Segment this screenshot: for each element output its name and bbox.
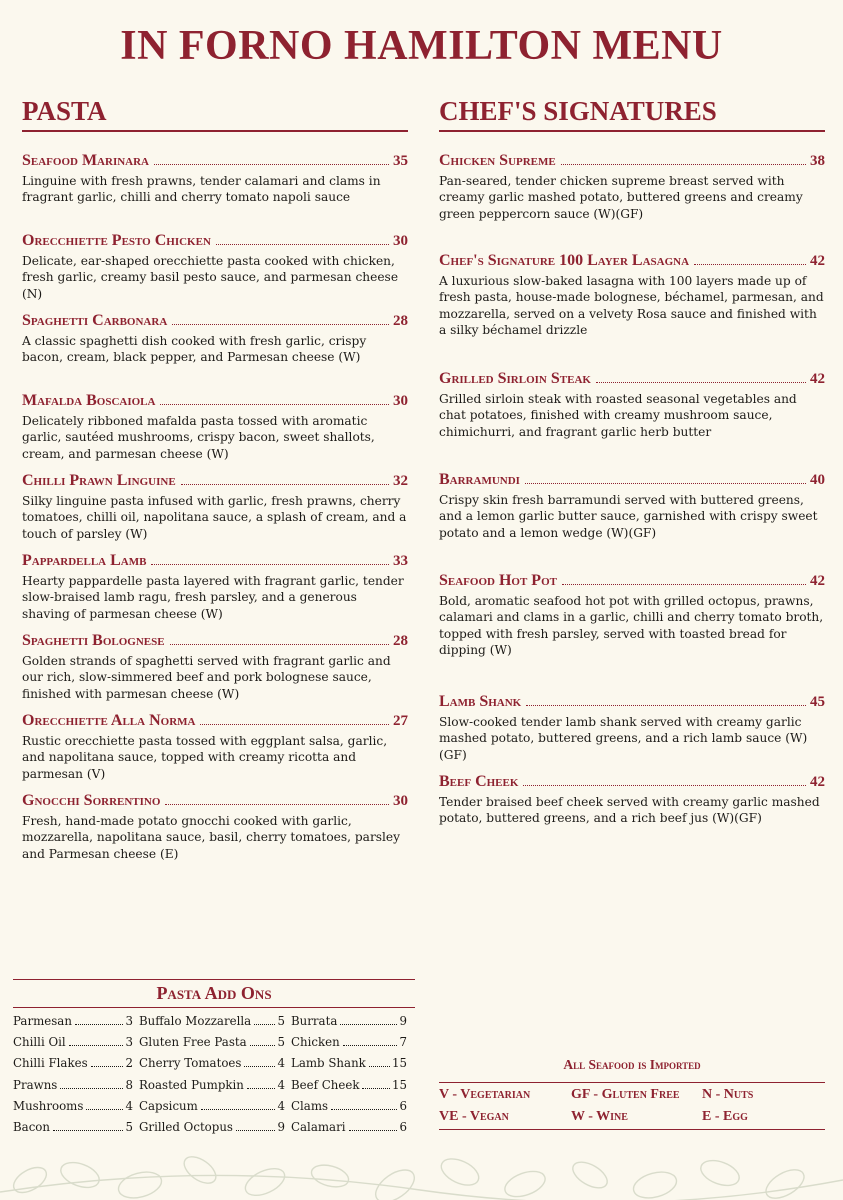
add-on-price: 15: [391, 1077, 407, 1092]
menu-item-description: Delicately ribboned mafalda pasta tossed with aromatic garlic, sautéed mushrooms, crispy bacon, sweet shallots, cream, and parmesan cheese (W): [22, 414, 375, 461]
menu-item-price: 30: [393, 793, 408, 809]
dot-leader: [340, 1024, 397, 1025]
menu-item-price: 38: [810, 153, 825, 169]
olive-leaves-icon: [0, 1140, 843, 1200]
menu-item: [439, 471, 825, 572]
signatures-section: [439, 96, 825, 833]
menu-item-price: 42: [810, 573, 825, 589]
dot-leader: [526, 705, 806, 706]
signatures-heading: CHEF'S SIGNATURES: [439, 96, 825, 132]
add-on-price: 9: [399, 1014, 407, 1028]
menu-item-name: Seafood Hot Pot: [439, 572, 557, 589]
dot-leader: [53, 1130, 123, 1131]
dot-leader: [343, 1045, 398, 1046]
dot-leader: [562, 584, 806, 585]
menu-item-header: [439, 252, 825, 272]
add-on-name: Chicken: [291, 1035, 340, 1050]
add-on-item: [139, 1120, 285, 1141]
menu-item: [22, 792, 408, 872]
menu-item-name: Spaghetti Bolognese: [22, 632, 165, 649]
dot-leader: [151, 564, 389, 565]
menu-item-price: 40: [810, 472, 825, 488]
signatures-list: [439, 152, 825, 833]
add-on-item: [139, 1099, 285, 1120]
menu-item-name: Orecchiette Alla Norma: [22, 712, 196, 729]
menu-title: IN FORNO HAMILTON MENU: [120, 23, 723, 69]
dot-leader: [254, 1024, 275, 1025]
legend-item: GF - Gluten Free: [571, 1087, 680, 1102]
add-on-item: [139, 1078, 285, 1099]
add-on-price: 9: [277, 1119, 285, 1134]
add-on-item: [291, 1120, 407, 1141]
add-on-price: 5: [277, 1014, 285, 1028]
menu-item-name: Chef's Signature 100 Layer Lasagna: [439, 252, 690, 269]
dot-leader: [181, 484, 389, 485]
add-on-price: 4: [125, 1098, 133, 1113]
menu-item-name: Beef Cheek: [439, 773, 519, 790]
add-on-item: [13, 1014, 133, 1035]
menu-item-description: Golden strands of spaghetti served with fragrant garlic and our rich, slow-simmered beef and pork bolognese sauce, finished with parmesan cheese (W): [22, 654, 391, 701]
add-on-name: Buffalo Mozzarella: [139, 1014, 252, 1028]
seafood-imported-note: All Seafood is Imported: [563, 1057, 701, 1072]
dot-leader: [172, 324, 389, 325]
menu-item-header: [22, 632, 408, 652]
menu-item: [439, 252, 825, 370]
add-on-price: 3: [125, 1035, 133, 1050]
menu-item-price: 42: [810, 774, 825, 790]
menu-item-description: Slow-cooked tender lamb shank served with creamy garlic mashed potato, buttered greens, and a rich lamb sauce (W)(GF): [439, 715, 808, 762]
dot-leader: [69, 1045, 124, 1046]
add-on-item: [13, 1056, 133, 1077]
legend-item: V - Vegetarian: [439, 1087, 531, 1102]
dot-leader: [86, 1109, 123, 1110]
menu-item-price: 27: [393, 713, 408, 729]
add-on-name: Prawns: [13, 1077, 58, 1092]
add-on-name: Parmesan: [13, 1014, 72, 1028]
menu-item-price: 30: [393, 233, 408, 249]
add-on-item: [291, 1056, 407, 1077]
add-on-item: [139, 1035, 285, 1056]
pasta-add-ons: [13, 979, 415, 1141]
menu-item-description: A luxurious slow-baked lasagna with 100 layers made up of fresh pasta, house-made bolognese, béchamel, parmesan, and mozzarella, served on a velvety Rosa sauce and finished with a silky béchamel drizzle: [439, 274, 824, 338]
menu-item-description: Pan-seared, tender chicken supreme breast served with creamy garlic mashed potato, buttered greens and creamy green peppercorn sauce (W)(GF): [439, 174, 803, 221]
add-ons-heading: Pasta Add Ons: [13, 980, 415, 1008]
add-on-price: 4: [277, 1056, 285, 1071]
add-on-item: [291, 1099, 407, 1120]
menu-item-price: 35: [393, 153, 408, 169]
menu-item-price: 45: [810, 694, 825, 710]
menu-item-name: Grilled Sirloin Steak: [439, 370, 591, 387]
dot-leader: [244, 1066, 275, 1067]
menu-item-header: [22, 472, 408, 492]
menu-item-price: 33: [393, 553, 408, 569]
add-on-item: [139, 1056, 285, 1077]
add-on-name: Bacon: [13, 1119, 51, 1134]
menu-item-name: Lamb Shank: [439, 693, 522, 710]
add-on-price: 6: [399, 1098, 407, 1113]
menu-item: [439, 773, 825, 833]
menu-item-header: [22, 392, 408, 412]
add-on-name: Grilled Octopus: [139, 1119, 233, 1134]
dot-leader: [596, 382, 806, 383]
menu-item-description: A classic spaghetti dish cooked with fresh garlic, crispy bacon, cream, black pepper, and Parmesan cheese (W): [22, 334, 367, 365]
menu-item-header: [22, 552, 408, 572]
menu-item: [439, 370, 825, 471]
add-ons-column: [13, 1014, 133, 1141]
dietary-legend: [439, 1054, 825, 1130]
menu-item-header: [439, 693, 825, 713]
dot-leader: [201, 1109, 276, 1110]
add-ons-column: [291, 1014, 407, 1141]
add-on-name: Beef Cheek: [291, 1077, 360, 1092]
menu-item-header: [22, 712, 408, 732]
add-on-name: Gluten Free Pasta: [139, 1035, 247, 1050]
menu-item-header: [439, 471, 825, 491]
menu-item: [22, 312, 408, 392]
add-on-price: 5: [277, 1035, 285, 1050]
add-on-price: 3: [125, 1014, 133, 1028]
pasta-section: [22, 96, 408, 872]
menu-item-name: Spaghetti Carbonara: [22, 312, 168, 329]
add-on-price: 7: [399, 1035, 407, 1050]
dot-leader: [362, 1088, 390, 1089]
add-on-name: Mushrooms: [13, 1098, 84, 1113]
menu-item-header: [22, 312, 408, 332]
add-on-item: [291, 1078, 407, 1099]
dot-leader: [60, 1088, 123, 1089]
add-on-name: Chilli Oil: [13, 1035, 66, 1050]
menu-item-header: [22, 152, 408, 172]
menu-item-price: 42: [810, 253, 825, 269]
menu-item: [22, 472, 408, 552]
menu-item-description: Fresh, hand-made potato gnocchi cooked with garlic, mozzarella, napolitana sauce, basil, cherry tomatoes, parsley and Parmesan cheese (E): [22, 814, 401, 861]
dot-leader: [523, 785, 806, 786]
add-on-price: 2: [125, 1056, 133, 1071]
menu-item: [22, 152, 408, 232]
add-on-name: Cherry Tomatoes: [139, 1056, 242, 1071]
dot-leader: [236, 1130, 275, 1131]
menu-item-description: Hearty pappardelle pasta layered with fragrant garlic, tender slow-braised lamb ragu, fresh parsley, and a generous shaving of parmesan cheese (W): [22, 574, 404, 621]
add-on-item: [13, 1078, 133, 1099]
olive-branch-decoration: [0, 1140, 843, 1200]
menu-item-name: Chicken Supreme: [439, 152, 556, 169]
menu-item: [22, 712, 408, 792]
menu-item: [22, 552, 408, 632]
add-on-price: 5: [125, 1119, 133, 1134]
add-on-item: [13, 1120, 133, 1141]
add-on-name: Clams: [291, 1098, 329, 1113]
menu-item-header: [439, 572, 825, 592]
menu-item: [22, 232, 408, 312]
add-on-price: 4: [277, 1098, 285, 1113]
dot-leader: [75, 1024, 124, 1025]
menu-item-header: [439, 773, 825, 793]
menu-item-description: Bold, aromatic seafood hot pot with grilled octopus, prawns, calamari and clams in a garlic, chilli and cherry tomato broth, topped with fresh parsley, served with toasted bread for dipping (W): [439, 594, 824, 658]
menu-item: [22, 392, 408, 472]
add-on-item: [13, 1035, 133, 1056]
dot-leader: [200, 724, 389, 725]
menu-item-name: Mafalda Boscaiola: [22, 392, 156, 409]
add-on-name: Calamari: [291, 1119, 346, 1134]
add-on-name: Burrata: [291, 1014, 338, 1028]
menu-item-description: Linguine with fresh prawns, tender calamari and clams in fragrant garlic, chilli and cherry tomato napoli sauce: [22, 174, 381, 205]
legend-item: N - Nuts: [702, 1087, 754, 1102]
dot-leader: [349, 1130, 398, 1131]
menu-item-price: 28: [393, 633, 408, 649]
dot-leader: [694, 264, 806, 265]
menu-item-name: Barramundi: [439, 471, 520, 488]
dot-leader: [160, 404, 389, 405]
menu-item-name: Gnocchi Sorrentino: [22, 792, 161, 809]
menu-item-description: Delicate, ear-shaped orecchiette pasta cooked with chicken, fresh garlic, creamy basil pesto sauce, and parmesan cheese (N): [22, 254, 399, 301]
menu-item-header: [22, 792, 408, 812]
add-ons-column: [139, 1014, 285, 1141]
legend-box: [439, 1082, 825, 1130]
add-on-name: Chilli Flakes: [13, 1056, 88, 1071]
legend-item: W - Wine: [571, 1109, 628, 1124]
menu-item-price: 28: [393, 313, 408, 329]
dot-leader: [250, 1045, 276, 1046]
add-on-name: Roasted Pumpkin: [139, 1077, 244, 1092]
menu-item-name: Seafood Marinara: [22, 152, 149, 169]
add-on-item: [13, 1099, 133, 1120]
menu-item-price: 32: [393, 473, 408, 489]
legend-item: E - Egg: [702, 1109, 748, 1124]
menu-item-header: [439, 370, 825, 390]
menu-item-name: Orecchiette Pesto Chicken: [22, 232, 211, 249]
menu-item: [439, 693, 825, 773]
menu-item-price: 42: [810, 371, 825, 387]
menu-item-name: Pappardella Lamb: [22, 552, 147, 569]
menu-item-description: Silky linguine pasta infused with garlic, fresh prawns, cherry tomatoes, chilli oil, napolitana sauce, a splash of cream, and a touch of parsley (W): [22, 494, 407, 541]
add-on-item: [291, 1035, 407, 1056]
dot-leader: [154, 164, 389, 165]
dot-leader: [561, 164, 806, 165]
dot-leader: [247, 1088, 276, 1089]
menu-item-header: [22, 232, 408, 252]
menu-item-price: 30: [393, 393, 408, 409]
dot-leader: [170, 644, 389, 645]
dot-leader: [91, 1066, 124, 1067]
add-on-price: 15: [391, 1056, 407, 1071]
dot-leader: [216, 244, 389, 245]
add-on-name: Lamb Shank: [291, 1056, 366, 1071]
pasta-heading: PASTA: [22, 96, 408, 132]
legend-item: VE - Vegan: [439, 1109, 509, 1124]
menu-item-header: [439, 152, 825, 172]
pasta-list: [22, 152, 408, 872]
dot-leader: [369, 1066, 390, 1067]
menu-item-name: Chilli Prawn Linguine: [22, 472, 176, 489]
menu-item-description: Tender braised beef cheek served with creamy garlic mashed potato, buttered greens, and a rich beef jus (W)(GF): [439, 795, 820, 826]
add-on-name: Capsicum: [139, 1098, 198, 1113]
add-on-price: 4: [277, 1077, 285, 1092]
menu-item: [439, 152, 825, 252]
dot-leader: [525, 483, 806, 484]
menu-item-description: Grilled sirloin steak with roasted seasonal vegetables and chat potatoes, finished with creamy mushroom sauce, chimichurri, and fragrant garlic herb butter: [439, 392, 797, 439]
add-ons-grid: [13, 1014, 415, 1141]
add-on-item: [291, 1014, 407, 1035]
add-on-price: 8: [125, 1077, 133, 1092]
dot-leader: [165, 804, 389, 805]
add-on-price: 6: [399, 1119, 407, 1134]
menu-item-description: Rustic orecchiette pasta tossed with eggplant salsa, garlic, and napolitana sauce, topped with creamy ricotta and parmesan (V): [22, 734, 388, 781]
menu-item: [439, 572, 825, 693]
menu-item-description: Crispy skin fresh barramundi served with buttered greens, and a lemon garlic butter sauce, garnished with crispy sweet potato and a lemon wedge (W)(GF): [439, 493, 818, 540]
add-on-item: [139, 1014, 285, 1035]
dot-leader: [331, 1109, 397, 1110]
menu-item: [22, 632, 408, 712]
